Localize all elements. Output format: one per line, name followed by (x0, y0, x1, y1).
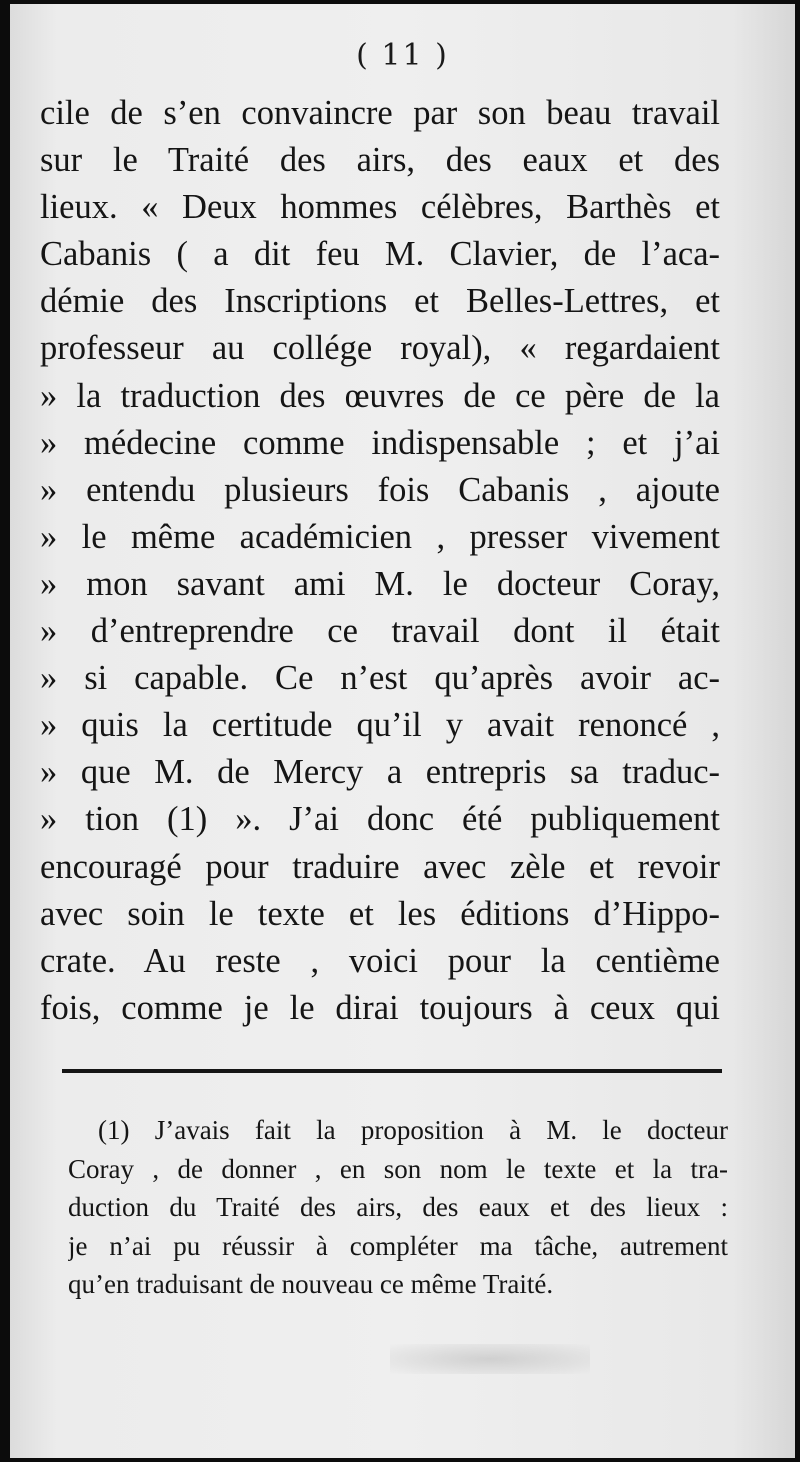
footnote-divider (62, 1069, 722, 1073)
body-line: » tion (1) ». J’ai donc été publiquement (40, 800, 720, 839)
footnote (68, 1111, 728, 1304)
body-line: encouragé pour traduire avec zèle et revoir (40, 847, 720, 886)
body-line: Cabanis ( a dit feu M. Clavier, de l’aca- (40, 235, 720, 274)
body-line: avec soin le texte et les éditions d’Hippo- (40, 894, 720, 933)
body-line: professeur au collége royal), « regardaient (40, 329, 720, 368)
body-line: » mon savant ami M. le docteur Coray, (40, 564, 720, 603)
book-page (10, 4, 795, 1458)
body-line: cile de s’en convaincre par son beau travail (40, 94, 720, 132)
body-line: » le même académicien , presser vivement (40, 517, 720, 556)
body-text (40, 90, 720, 1032)
body-line: fois, comme je le dirai toujours à ceux qui (40, 988, 720, 1027)
body-line: sur le Traité des airs, des eaux et des (40, 141, 720, 180)
body-line: crate. Au reste , voici pour la centième (40, 941, 720, 980)
body-line: lieux. « Deux hommes célèbres, Barthès et (40, 188, 720, 227)
body-line: » la traduction des œuvres de ce père de la (40, 376, 720, 415)
body-line: » quis la certitude qu’il y avait renoncé , (40, 706, 720, 745)
body-line: » d’entreprendre ce travail dont il était (40, 612, 720, 651)
body-line: démie des Inscriptions et Belles-Lettres, et (40, 282, 720, 321)
footnote-line: je n’ai pu réussir à compléter ma tâche, autrement (68, 1230, 728, 1261)
body-line: » entendu plusieurs fois Cabanis , ajoute (40, 470, 720, 509)
footnote-line: qu’en traduisant de nouveau ce même Traité. (68, 1269, 554, 1299)
footnote-line: (1) J’avais fait la proposition à M. le docteur (98, 1115, 728, 1145)
body-line: » que M. de Mercy a entrepris sa traduc- (40, 753, 720, 792)
ink-bleed-through (390, 1344, 590, 1374)
body-line: » si capable. Ce n’est qu’après avoir ac- (40, 659, 720, 698)
body-line: » médecine comme indispensable ; et j’ai (40, 423, 720, 462)
footnote-line: Coray , de donner , en son nom le texte et la tra- (68, 1153, 728, 1184)
footnote-line: duction du Traité des airs, des eaux et des lieux : (68, 1192, 728, 1222)
page-number: ( 11 ) (356, 38, 449, 73)
